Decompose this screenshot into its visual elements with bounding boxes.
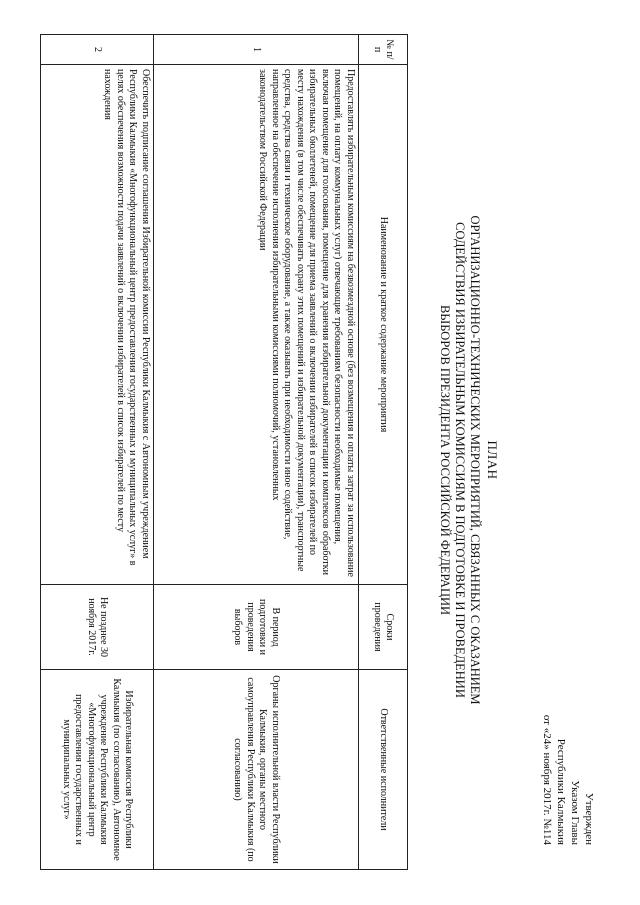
- approval-line-4: от «24» ноября 2017г. №114: [541, 714, 553, 845]
- row-description: Предоставлять избирательным комиссиям на безвозмездной основе (без возмещения и оплаты затрат за использование помещений, на оплату коммунальных услуг) отвечающие требованиям безопасности необходимые помещения, включая помещение для голосования, помещение для хранения избирательной документации и комплексов обработки избирательных бюллетеней, помещение для приема заявлений о включении избирателей в список избирателей по месту нахождения (в том числе обеспечивать охрану этих помещений и избирательной документации), транспортные средства, средства связи и техническое оборудование, а также оказывать при необходимости иное содействие, направленное на обеспечение исполнения избирательными комиссиями полномочий, установленных законодательством Российской Федерации: [154, 65, 359, 585]
- row-num: 1: [154, 35, 359, 65]
- header-resp: Ответственные исполнители: [359, 670, 408, 870]
- header-term: Сроки проведения: [359, 585, 408, 670]
- table-row: [154, 35, 359, 870]
- table-header-row: [359, 35, 408, 870]
- heading-line-2: СОДЕЙСТВИЯ ИЗБИРАТЕЛЬНЫМ КОМИССИЯМ В ПОДГОТОВКЕ И ПРОВЕДЕНИИ: [453, 222, 467, 698]
- row-description: Обеспечить подписание соглашения Избирательной комиссии Республики Калмыкия с Автономным учреждением Республики Калмыкия «Многофункциональный центр предоставления государственных и муниципальных услуг» в целях обеспечения возможности подачи заявлений о включении избирателей в список избирателей по месту нахождения: [41, 65, 154, 585]
- row-term: Не позднее 30 ноября 2017г.: [41, 585, 154, 670]
- document-title: ПЛАН: [485, 440, 500, 480]
- row-num: 2: [41, 35, 154, 65]
- document-heading: [437, 80, 500, 840]
- approval-line-1: Утвержден: [583, 792, 595, 845]
- row-responsible: Органы исполнительной власти Республики Калмыкия, органы местного самоуправления Республики Калмыкия (по согласованию): [154, 670, 359, 870]
- plan-table: [40, 34, 408, 870]
- heading-line-3: ВЫБОРОВ ПРЕЗИДЕНТА РОССИЙСКОЙ ФЕДЕРАЦИИ: [438, 304, 452, 616]
- approval-stamp: [540, 715, 596, 845]
- heading-line-1: ОРГАНИЗАЦИОННО-ТЕХНИЧЕСКИХ МЕРОПРИЯТИЙ, СВЯЗАННЫХ С ОКАЗАНИЕМ: [468, 215, 482, 705]
- approval-line-2: Указом Главы: [569, 780, 581, 845]
- table-row: [41, 35, 154, 870]
- header-name: Наименование и краткое содержание мероприятия: [359, 65, 408, 585]
- row-responsible: Избирательная комиссия Республики Калмыкия (по согласованию), Автономное учреждение Республики Калмыкия «Многофункциональный центр предоставления государственных и муниципальных услуг»: [41, 670, 154, 870]
- row-term: В период подготовки и проведения выборов: [154, 585, 359, 670]
- header-num: № п/п: [359, 35, 408, 65]
- approval-line-3: Республики Калмыкия: [555, 738, 567, 845]
